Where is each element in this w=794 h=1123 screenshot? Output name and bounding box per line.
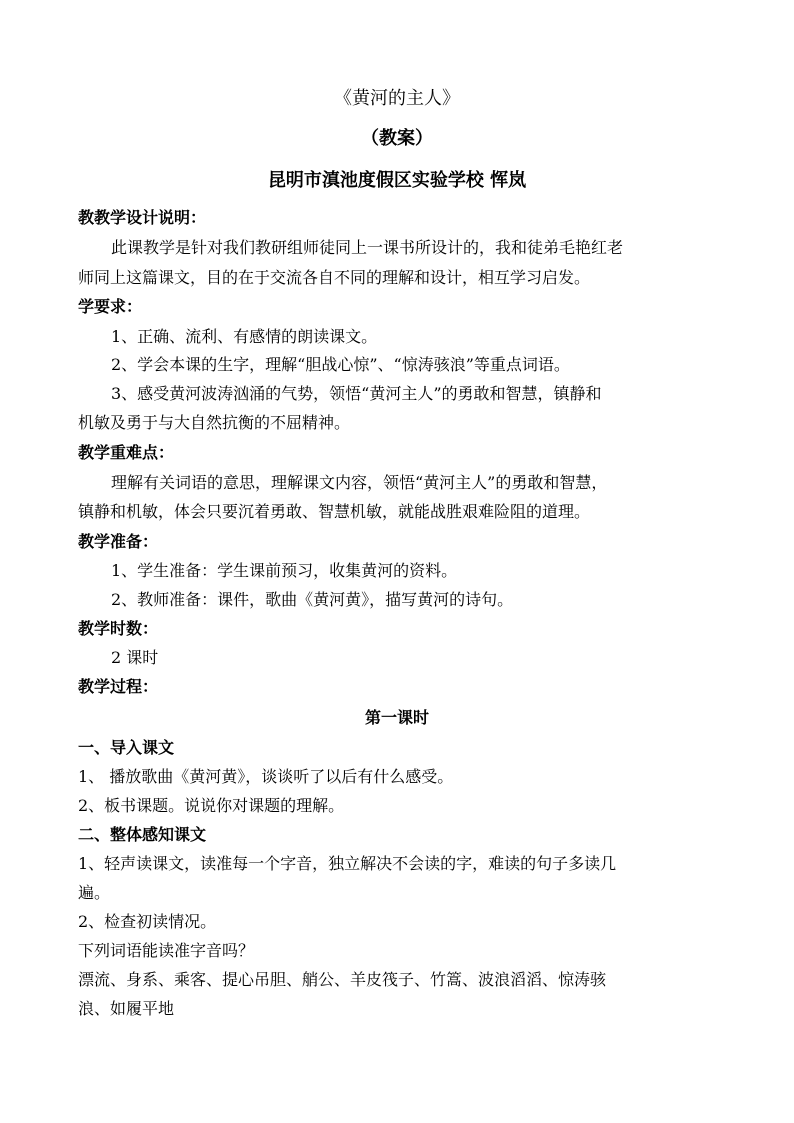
paragraph-line: 下列词语能读准字音吗？ — [78, 941, 255, 960]
section-heading-preparation: 教学准备： — [78, 532, 159, 551]
part-heading-overview: 二、整体感知课文 — [78, 825, 207, 844]
lesson-heading: 第一课时 — [364, 708, 429, 727]
paragraph-line: 此课教学是针对我们教研组师徒同上一课书所设计的，我和徒弟毛艳红老 — [111, 238, 624, 257]
document-title: 《黄河的主人》 — [334, 88, 460, 109]
list-item: 1、学生准备：学生课前预习，收集黄河的资料。 — [111, 561, 458, 580]
paragraph-line: 师同上这篇课文，目的在于交流各自不同的理解和设计，相互学习启发。 — [78, 268, 591, 287]
section-heading-keypoints: 教学重难点： — [78, 443, 175, 462]
section-heading-process: 教学过程： — [78, 677, 159, 696]
author-line: 昆明市滇池度假区实验学校 恽岚 — [267, 170, 527, 191]
paragraph-line: 遍。 — [78, 883, 111, 902]
list-item: 2、检查初读情况。 — [78, 912, 217, 931]
document-subtitle: （教案） — [361, 128, 433, 149]
list-item: 1、正确、流利、有感情的朗读课文。 — [111, 327, 378, 346]
paragraph-line: 机敏及勇于与大自然抗衡的不屈精神。 — [78, 413, 351, 432]
list-item: 3、感受黄河波涛汹涌的气势，领悟“黄河主人”的勇敢和智慧，镇静和 — [111, 384, 602, 403]
list-item: 2、板书课题。说说你对课题的理解。 — [78, 796, 345, 815]
vocabulary-line: 漂流、身系、乘客、提心吊胆、艄公、羊皮筏子、竹篙、波浪滔滔、惊涛骇 — [78, 970, 607, 989]
list-item: 2、教师准备：课件，歌曲《黄河黄》，描写黄河的诗句。 — [111, 590, 514, 609]
list-item: 2、学会本课的生字，理解“胆战心惊”、“惊涛骇浪”等重点词语。 — [111, 355, 570, 374]
part-heading-intro: 一、导入课文 — [78, 738, 175, 757]
list-item: 1、轻声读课文，读准每一个字音，独立解决不会读的字，难读的句子多读几 — [78, 854, 617, 873]
paragraph-line: 镇静和机敏，体会只要沉着勇敢、智慧机敏，就能战胜艰难险阻的道理。 — [78, 502, 591, 521]
section-heading-requirements: 学要求： — [78, 297, 143, 316]
vocabulary-line: 浪、如履平地 — [78, 999, 175, 1018]
list-item: 1、 播放歌曲《黄河黄》，谈谈听了以后有什么感受。 — [78, 767, 454, 786]
section-heading-hours: 教学时数： — [78, 619, 159, 638]
paragraph-line: 理解有关词语的意思，理解课文内容，领悟“黄河主人”的勇敢和智慧， — [111, 473, 608, 492]
section-heading-design: 教教学设计说明： — [78, 208, 207, 227]
hours-value: 2 课时 — [111, 648, 159, 667]
